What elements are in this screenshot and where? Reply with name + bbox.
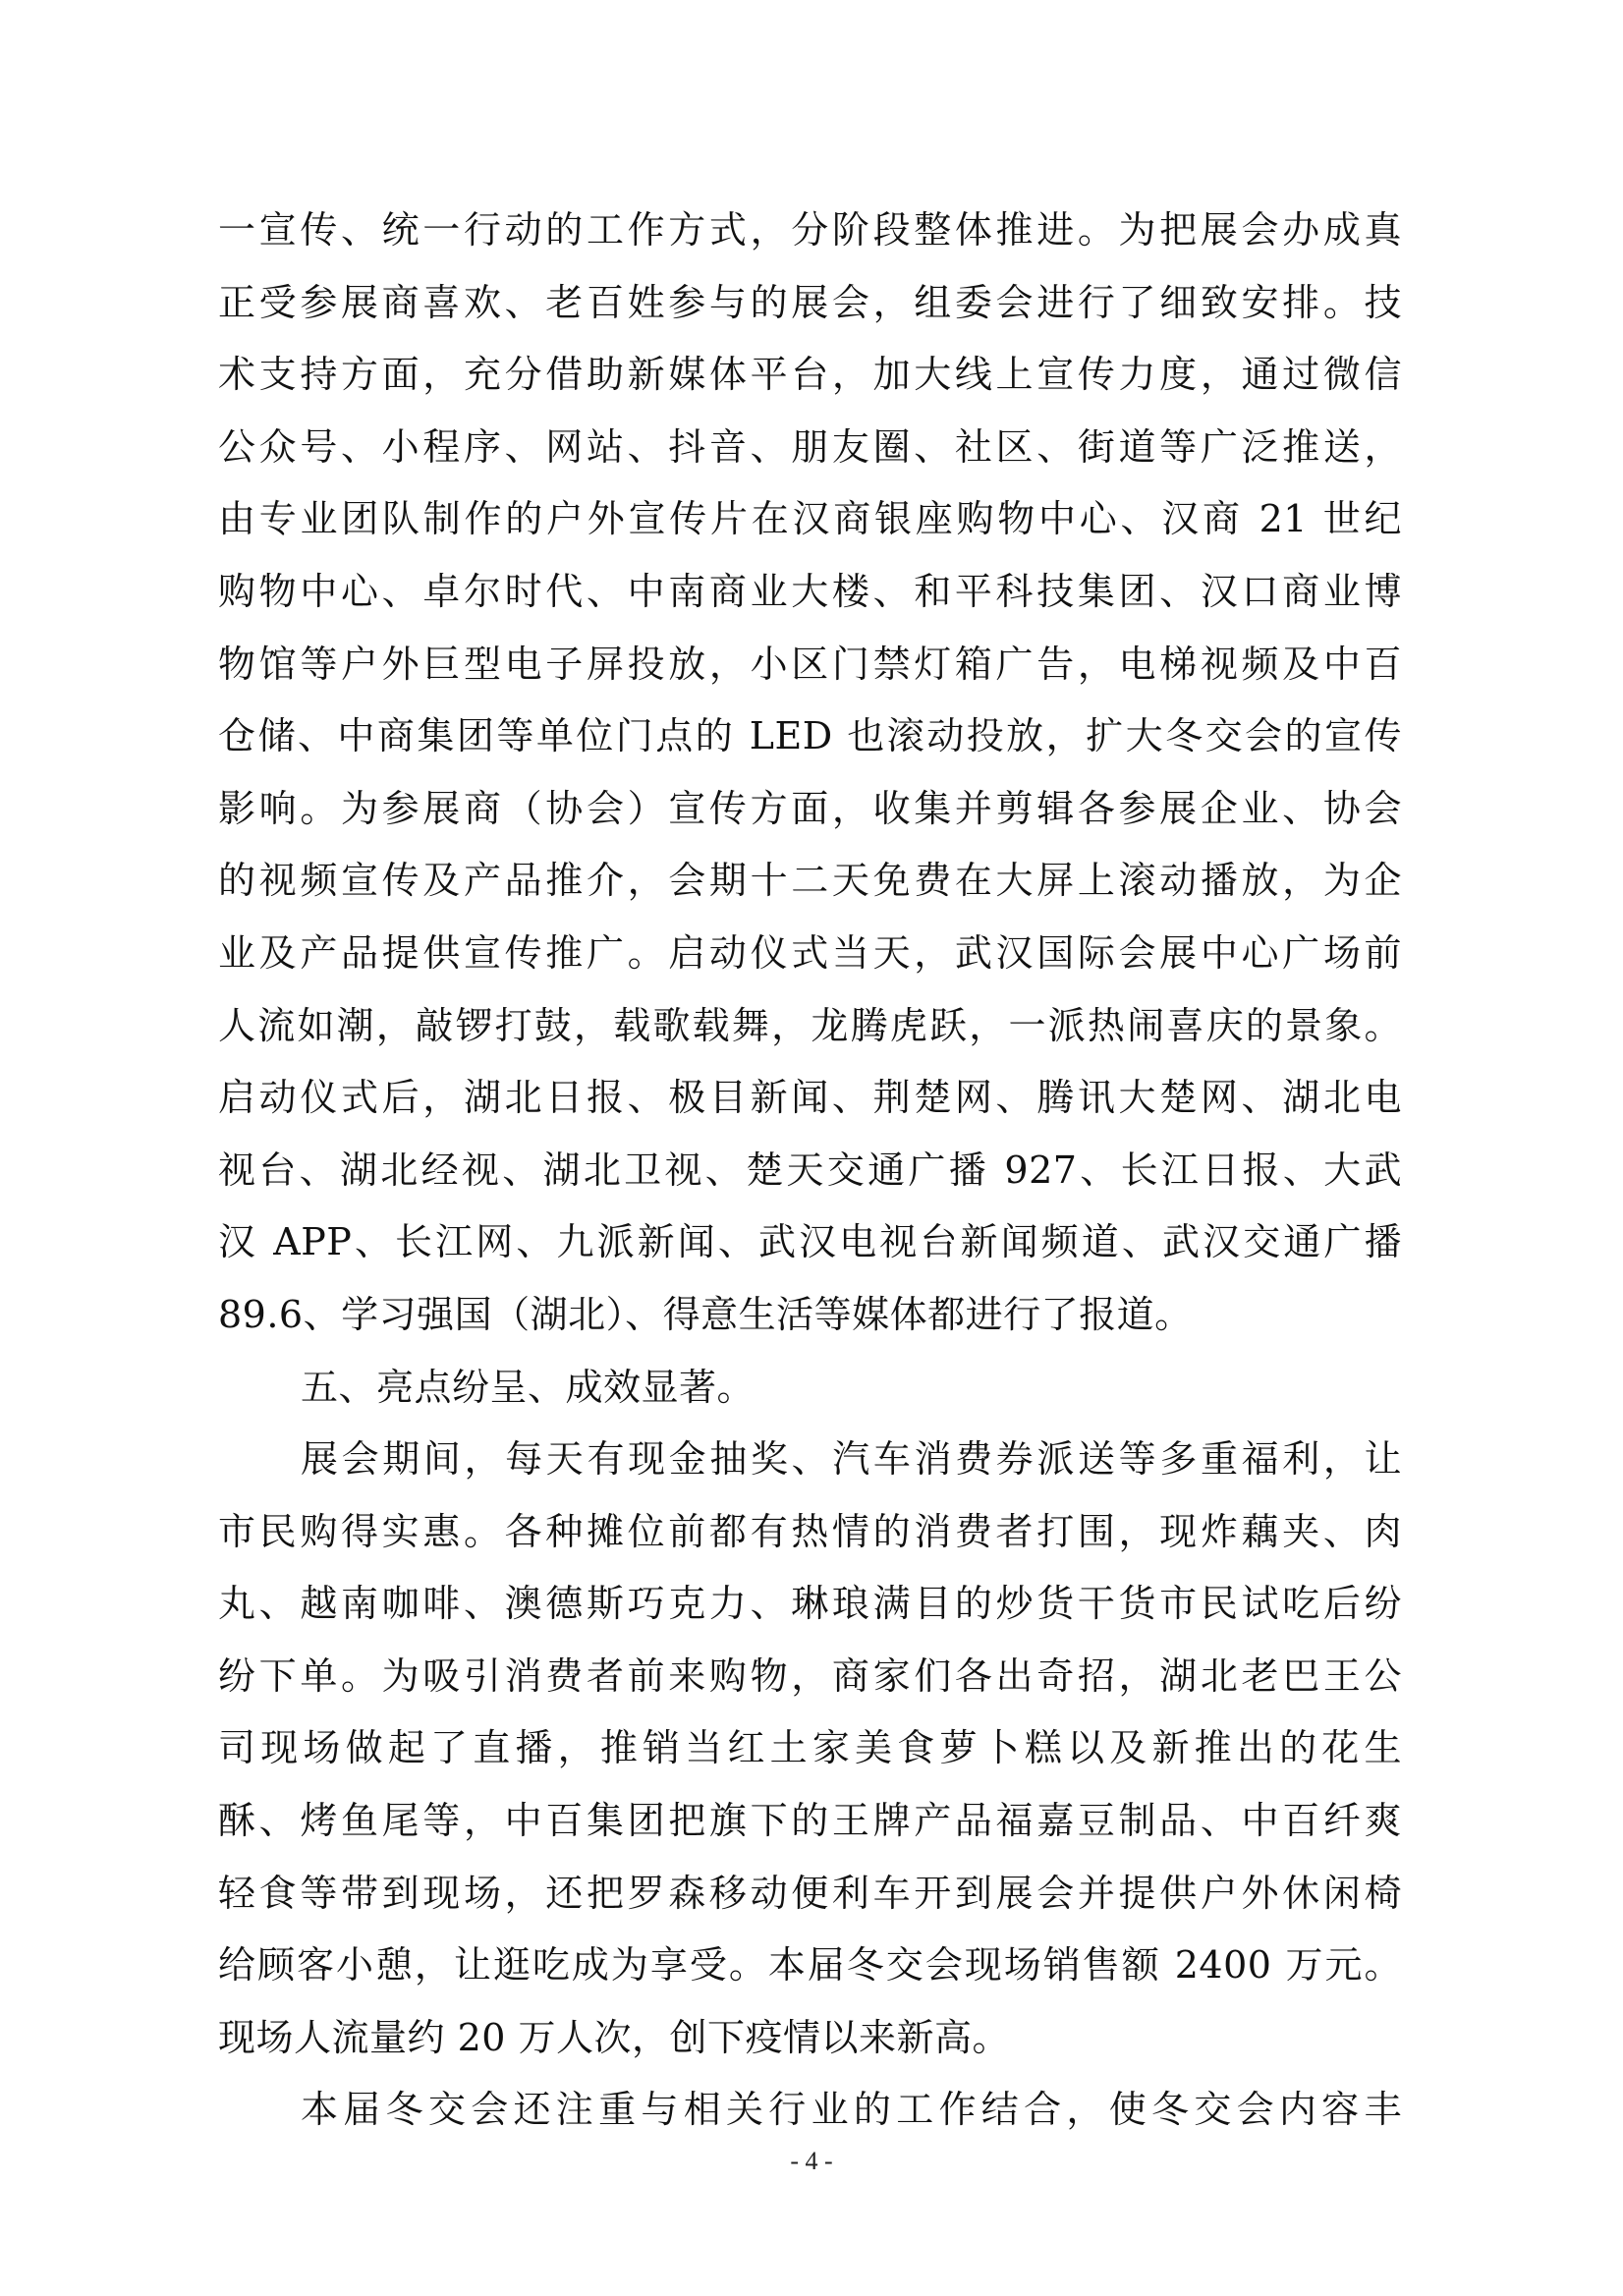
text-line: 影响。为参展商（协会）宣传方面，收集并剪辑各参展企业、协会 (218, 786, 1402, 830)
text-line: 术支持方面，充分借助新媒体平台，加大线上宣传力度，通过微信 (218, 353, 1402, 397)
text-line: 给顾客小憩，让逛吃成为享受。本届冬交会现场销售额 2400 万元。 (218, 1943, 1402, 1988)
text-line: 物馆等户外巨型电子屏投放，小区门禁灯箱广告，电梯视频及中百 (218, 642, 1402, 686)
text-line: 正受参展商喜欢、老百姓参与的展会，组委会进行了细致安排。技 (218, 280, 1402, 324)
text-line: 司现场做起了直播，推销当红土家美食萝卜糕以及新推出的花生 (218, 1726, 1402, 1770)
text-line: 轻食等带到现场，还把罗森移动便利车开到展会并提供户外休闲椅 (218, 1871, 1402, 1915)
text-line: 购物中心、卓尔时代、中南商业大楼、和平科技集团、汉口商业博 (218, 569, 1402, 613)
text-line: 启动仪式后，湖北日报、极目新闻、荆楚网、腾讯大楚网、湖北电 (218, 1076, 1402, 1120)
text-line: 仓储、中商集团等单位门点的 LED 也滚动投放，扩大冬交会的宣传 (218, 714, 1402, 758)
paragraph-first-line: 本届冬交会还注重与相关行业的工作结合，使冬交会内容丰 (301, 2088, 1402, 2132)
page-number: - 4 - (790, 2147, 833, 2175)
text-line: 的视频宣传及产品推介，会期十二天免费在大屏上滚动播放，为企 (218, 859, 1402, 903)
text-line: 汉 APP、长江网、九派新闻、武汉电视台新闻频道、武汉交通广播 (218, 1220, 1402, 1264)
body-text (218, 195, 1402, 2147)
text-line: 纷下单。为吸引消费者前来购物，商家们各出奇招，湖北老巴王公 (218, 1653, 1402, 1698)
text-line: 89.6、学习强国（湖北）、得意生活等媒体都进行了报道。 (218, 1292, 1193, 1336)
text-line: 人流如潮，敲锣打鼓，载歌载舞，龙腾虎跃，一派热闹喜庆的景象。 (218, 1003, 1402, 1047)
text-line: 业及产品提供宣传推广。启动仪式当天，武汉国际会展中心广场前 (218, 930, 1402, 975)
section-heading: 五、亮点纷呈、成效显著。 (301, 1365, 756, 1409)
text-line: 市民购得实惠。各种摊位前都有热情的消费者打围，现炸藕夹、肉 (218, 1509, 1402, 1553)
text-line: 酥、烤鱼尾等，中百集团把旗下的王牌产品福嘉豆制品、中百纤爽 (218, 1799, 1402, 1843)
text-line: 视台、湖北经视、湖北卫视、楚天交通广播 927、长江日报、大武 (218, 1148, 1402, 1192)
text-line: 丸、越南咖啡、澳德斯巧克力、琳琅满目的炒货干货市民试吃后纷 (218, 1582, 1402, 1626)
text-line: 公众号、小程序、网站、抖音、朋友圈、社区、街道等广泛推送， (218, 424, 1402, 469)
paragraph-first-line: 展会期间，每天有现金抽奖、汽车消费券派送等多重福利，让 (301, 1437, 1402, 1482)
text-line: 由专业团队制作的户外宣传片在汉商银座购物中心、汉商 21 世纪 (218, 497, 1402, 541)
text-line: 现场人流量约 20 万人次，创下疫情以来新高。 (218, 2015, 1011, 2059)
text-line: 一宣传、统一行动的工作方式，分阶段整体推进。为把展会办成真 (218, 208, 1402, 252)
